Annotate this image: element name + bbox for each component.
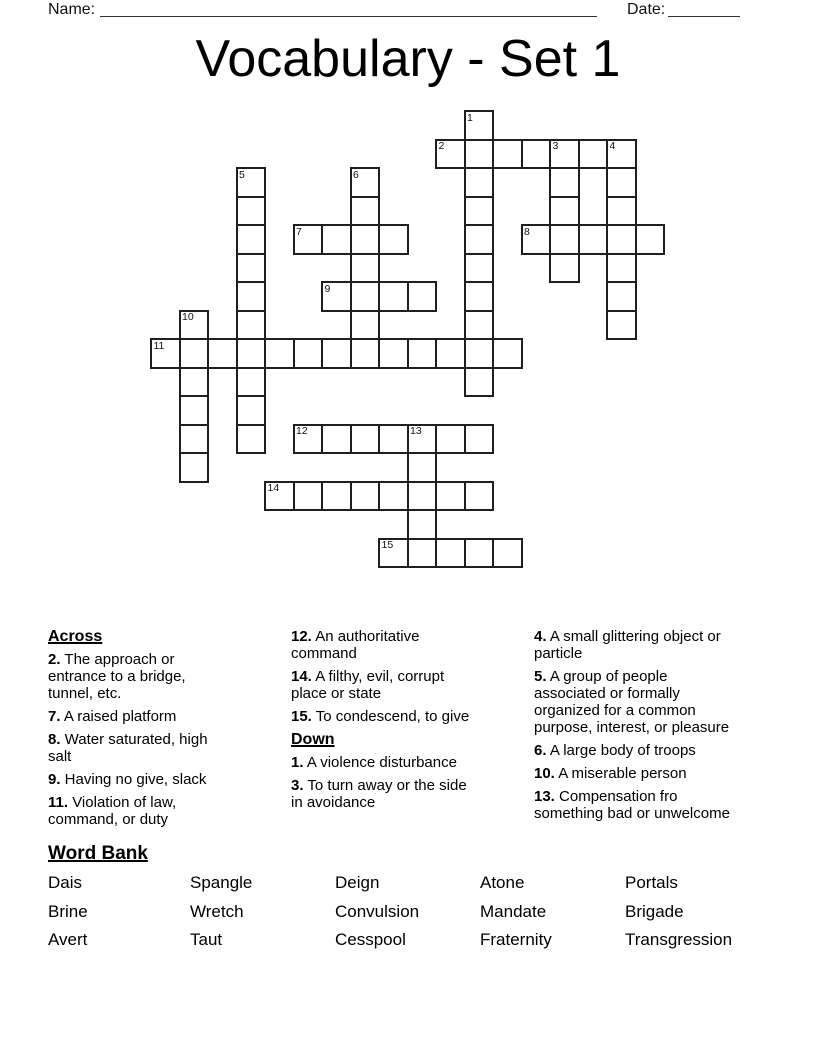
clue-down-6: 6. A large body of troops — [534, 742, 696, 759]
grid-cell[interactable] — [407, 509, 438, 540]
grid-cell[interactable] — [350, 196, 381, 227]
grid-cell[interactable] — [464, 367, 495, 398]
clues-column-down — [534, 628, 731, 828]
word-bank-word: Atone — [480, 873, 525, 892]
grid-cell[interactable] — [236, 424, 267, 455]
grid-cell[interactable] — [293, 481, 324, 512]
clue-number: 7. — [48, 708, 61, 725]
grid-cell[interactable] — [236, 196, 267, 227]
grid-cell[interactable] — [179, 338, 210, 369]
cell-number: 2 — [438, 140, 445, 152]
grid-cell[interactable] — [236, 167, 267, 198]
cell-number: 3 — [552, 140, 559, 152]
clue-across-15: 15. To condescend, to give — [291, 708, 470, 725]
grid-cell[interactable] — [378, 481, 409, 512]
grid-cell[interactable] — [378, 424, 409, 455]
cell-number: 9 — [324, 282, 331, 295]
grid-cell[interactable] — [464, 253, 495, 284]
grid-cell[interactable] — [435, 139, 466, 170]
clue-down-5: 5. A group of people associated or formally organized for a common purpose, interest, or pleasure — [534, 668, 730, 736]
grid-cell[interactable] — [464, 310, 495, 341]
word-bank-word: Taut — [190, 930, 223, 949]
grid-cell[interactable] — [321, 224, 352, 255]
grid-cell[interactable] — [407, 281, 438, 312]
clue-number: 10. — [534, 765, 555, 782]
grid-cell[interactable] — [606, 281, 637, 312]
grid-cell[interactable] — [350, 424, 381, 455]
grid-cell[interactable] — [179, 367, 210, 398]
cell-number: 10 — [182, 311, 194, 323]
grid-cell[interactable] — [293, 338, 324, 369]
grid-cell[interactable] — [207, 338, 238, 369]
grid-cell[interactable] — [606, 196, 637, 227]
clue-across-2: 2. The approach or entrance to a bridge, tunnel, etc. — [48, 651, 186, 702]
cell-number: 8 — [524, 225, 530, 238]
grid-cell[interactable] — [350, 481, 381, 512]
grid-cell[interactable] — [350, 167, 381, 198]
grid-cell[interactable] — [378, 281, 409, 312]
grid-cell[interactable] — [321, 481, 352, 512]
grid-cell[interactable] — [236, 281, 267, 312]
clue-number: 8. — [48, 731, 61, 748]
grid-cell[interactable] — [378, 224, 409, 255]
grid-cell[interactable] — [492, 338, 523, 369]
grid-cell[interactable] — [236, 310, 267, 341]
page-title: Vocabulary - Set 1 — [195, 30, 621, 88]
cell-number: 15 — [381, 539, 394, 551]
clue-number: 1. — [291, 754, 304, 771]
cell-number: 6 — [353, 168, 359, 181]
grid-cell[interactable] — [464, 167, 495, 198]
grid-cell[interactable] — [606, 167, 637, 198]
grid-cell[interactable] — [521, 224, 552, 255]
grid-cell[interactable] — [464, 424, 495, 455]
across-heading: Across — [48, 628, 103, 645]
clue-down-10: 10. A miserable person — [534, 765, 687, 782]
grid-cell[interactable] — [435, 481, 466, 512]
grid-cell[interactable] — [549, 196, 580, 227]
word-bank-word: Convulsion — [335, 901, 420, 921]
clue-number: 6. — [534, 742, 547, 759]
grid-cell[interactable] — [464, 110, 495, 141]
cell-number: 1 — [467, 111, 473, 124]
grid-cell[interactable] — [150, 338, 181, 369]
grid-cell[interactable] — [606, 253, 637, 284]
word-bank-word: Mandate — [480, 901, 547, 921]
date-blank-line — [668, 16, 740, 17]
clue-number: 2. — [48, 651, 61, 668]
grid-cell[interactable] — [350, 310, 381, 341]
grid-cell[interactable] — [264, 338, 295, 369]
cell-number: 5 — [239, 168, 245, 181]
grid-cell[interactable] — [464, 338, 495, 369]
word-bank-word: Wretch — [190, 901, 244, 921]
grid-cell[interactable] — [321, 424, 352, 455]
grid-cell[interactable] — [264, 481, 295, 512]
grid-cell[interactable] — [578, 224, 609, 255]
grid-cell[interactable] — [378, 338, 409, 369]
word-bank-word: Spangle — [190, 873, 253, 892]
grid-cell[interactable] — [350, 338, 381, 369]
grid-cell[interactable] — [606, 139, 637, 170]
grid-cell[interactable] — [464, 281, 495, 312]
grid-cell[interactable] — [492, 139, 523, 170]
grid-cell[interactable] — [350, 224, 381, 255]
grid-cell[interactable] — [435, 538, 466, 569]
grid-cell[interactable] — [350, 253, 381, 284]
grid-cell[interactable] — [236, 395, 267, 426]
grid-cell[interactable] — [378, 538, 409, 569]
word-bank-word: Cesspool — [335, 930, 406, 949]
grid-cell[interactable] — [521, 139, 552, 170]
grid-cell[interactable] — [606, 310, 637, 341]
grid-cell[interactable] — [549, 167, 580, 198]
cell-number: 4 — [609, 140, 616, 152]
grid-cell[interactable] — [407, 481, 438, 512]
clue-across-8: 8. Water saturated, high salt — [48, 731, 208, 765]
date-label: Date: — [627, 1, 666, 18]
grid-cell[interactable] — [606, 224, 637, 255]
word-bank-word: Avert — [48, 930, 88, 949]
grid-cell[interactable] — [407, 424, 438, 455]
clue-across-14: 14. A filthy, evil, corrupt place or state — [291, 668, 445, 702]
clue-number: 14. — [291, 668, 312, 685]
word-bank-word: Transgression — [625, 930, 733, 949]
grid-cell[interactable] — [236, 224, 267, 255]
grid-cell[interactable] — [549, 224, 580, 255]
cell-number: 7 — [296, 225, 302, 238]
word-bank-word: Fraternity — [480, 930, 552, 949]
word-bank-word: Portals — [625, 873, 678, 892]
clue-number: 5. — [534, 668, 547, 685]
grid-cell[interactable] — [407, 452, 438, 483]
clue-number: 12. — [291, 628, 312, 645]
grid-cell[interactable] — [464, 481, 495, 512]
clue-across-11: 11. Violation of law, command, or duty — [48, 794, 177, 828]
clue-number: 3. — [291, 777, 304, 794]
clue-number: 15. — [291, 708, 312, 725]
grid-cell[interactable] — [549, 253, 580, 284]
grid-cell[interactable] — [179, 395, 210, 426]
grid-cell[interactable] — [492, 538, 523, 569]
clues-column-across — [48, 628, 230, 834]
clue-down-4: 4. A small glittering object or particle — [534, 628, 721, 662]
clue-across-12: 12. An authoritative command — [291, 628, 420, 662]
clues-column-middle — [291, 628, 481, 817]
cell-number: 14 — [267, 482, 280, 494]
clue-number: 13. — [534, 788, 555, 805]
grid-cell[interactable] — [236, 367, 267, 398]
word-bank-word: Brine — [48, 901, 88, 921]
cell-number: 13 — [410, 425, 422, 437]
grid-cell[interactable] — [464, 139, 495, 170]
grid-cell[interactable] — [179, 452, 210, 483]
clue-down-13: 13. Compensation fro something bad or unwelcome — [534, 788, 730, 822]
cell-number: 11 — [153, 339, 165, 352]
down-heading: Down — [291, 731, 335, 748]
grid-cell[interactable] — [464, 224, 495, 255]
grid-cell[interactable] — [236, 253, 267, 284]
grid-cell[interactable] — [321, 281, 352, 312]
name-blank-line — [100, 16, 597, 17]
word-bank-word: Deign — [335, 873, 380, 892]
grid-cell[interactable] — [549, 139, 580, 170]
grid-cell[interactable] — [293, 424, 324, 455]
grid-cell[interactable] — [407, 338, 438, 369]
grid-cell[interactable] — [350, 281, 381, 312]
grid-cell[interactable] — [578, 139, 609, 170]
word-bank-word: Dais — [48, 873, 83, 892]
grid-cell[interactable] — [179, 310, 210, 341]
clue-number: 11. — [48, 794, 69, 811]
word-bank-heading: Word Bank — [48, 843, 148, 864]
grid-cell[interactable] — [635, 224, 666, 255]
clue-number: 9. — [48, 771, 61, 788]
grid-cell[interactable] — [435, 424, 466, 455]
name-label: Name: — [48, 1, 96, 18]
grid-cell[interactable] — [321, 338, 352, 369]
word-bank-list — [48, 873, 795, 959]
grid-cell[interactable] — [407, 538, 438, 569]
grid-cell[interactable] — [179, 424, 210, 455]
grid-cell[interactable] — [236, 338, 267, 369]
clue-down-3: 3. To turn away or the side in avoidance — [291, 777, 467, 811]
word-bank-word: Brigade — [625, 901, 684, 921]
grid-cell[interactable] — [435, 338, 466, 369]
clue-number: 4. — [534, 628, 547, 645]
clue-across-7: 7. A raised platform — [48, 708, 177, 725]
grid-cell[interactable] — [464, 196, 495, 227]
clue-across-9: 9. Having no give, slack — [48, 771, 207, 788]
grid-cell[interactable] — [293, 224, 324, 255]
cell-number: 12 — [296, 425, 308, 437]
grid-cell[interactable] — [464, 538, 495, 569]
clue-down-1: 1. A violence disturbance — [291, 754, 457, 771]
